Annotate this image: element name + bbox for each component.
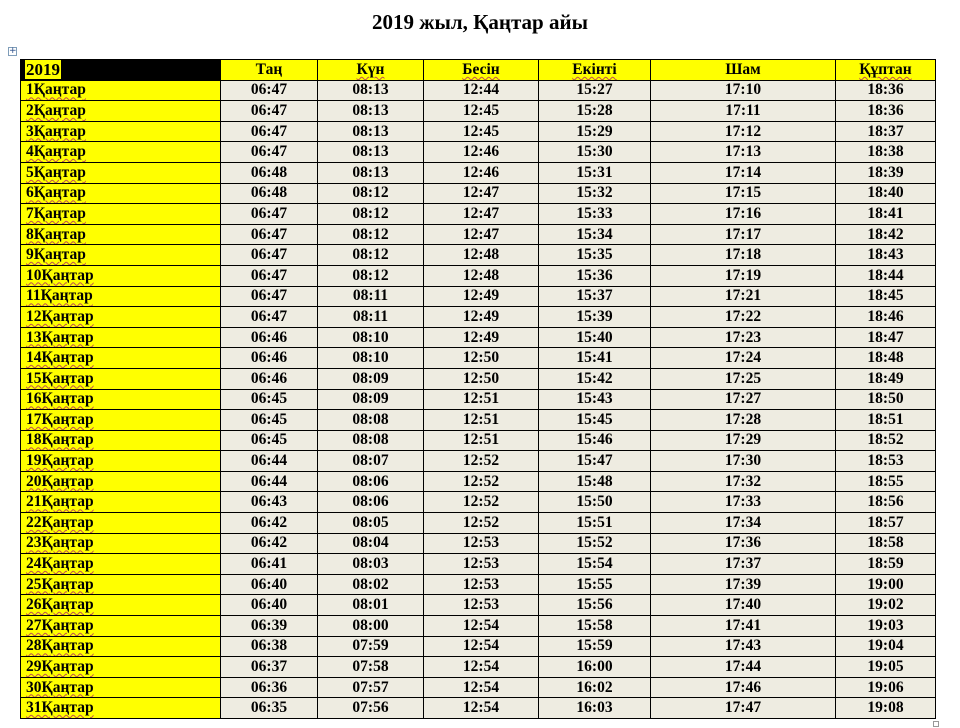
day-label-cell xyxy=(21,327,221,348)
time-cell: 15:51 xyxy=(539,513,651,534)
time-cell: 12:51 xyxy=(424,389,539,410)
day-label-cell xyxy=(21,245,221,266)
time-cell: 06:41 xyxy=(221,554,318,575)
day-label-cell xyxy=(21,533,221,554)
time-cell: 07:57 xyxy=(318,677,424,698)
table-row xyxy=(21,101,936,122)
day-label-cell xyxy=(21,183,221,204)
time-cell: 08:13 xyxy=(318,142,424,163)
time-cell: 12:54 xyxy=(424,657,539,678)
day-label: 25Қаңтар xyxy=(26,575,94,593)
time-cell: 12:54 xyxy=(424,636,539,657)
column-header-besin-label: Бесін xyxy=(462,60,500,78)
time-cell: 18:36 xyxy=(836,80,936,101)
time-cell: 06:45 xyxy=(221,410,318,431)
time-cell: 18:42 xyxy=(836,224,936,245)
time-cell: 07:58 xyxy=(318,657,424,678)
time-cell: 12:50 xyxy=(424,348,539,369)
time-cell: 17:44 xyxy=(651,657,836,678)
time-cell: 19:02 xyxy=(836,595,936,616)
day-label: 10Қаңтар xyxy=(26,266,94,284)
time-cell: 12:44 xyxy=(424,80,539,101)
time-cell: 18:37 xyxy=(836,121,936,142)
day-label: 3Қаңтар xyxy=(26,122,86,140)
table-row xyxy=(21,430,936,451)
day-label: 7Қаңтар xyxy=(26,204,86,222)
time-cell: 15:56 xyxy=(539,595,651,616)
time-cell: 12:48 xyxy=(424,265,539,286)
time-cell: 15:30 xyxy=(539,142,651,163)
time-cell: 06:47 xyxy=(221,101,318,122)
day-label: 23Қаңтар xyxy=(26,534,94,552)
time-cell: 18:36 xyxy=(836,101,936,122)
table-row xyxy=(21,595,936,616)
time-cell: 17:36 xyxy=(651,533,836,554)
time-cell: 17:17 xyxy=(651,224,836,245)
time-cell: 18:55 xyxy=(836,471,936,492)
time-cell: 08:07 xyxy=(318,451,424,472)
time-cell: 18:39 xyxy=(836,162,936,183)
time-cell: 16:00 xyxy=(539,657,651,678)
time-cell: 08:06 xyxy=(318,492,424,513)
day-label: 16Қаңтар xyxy=(26,390,94,408)
time-cell: 08:09 xyxy=(318,368,424,389)
time-cell: 08:00 xyxy=(318,616,424,637)
prayer-times-table xyxy=(20,59,936,719)
column-header-kuptan xyxy=(836,60,936,81)
time-cell: 17:11 xyxy=(651,101,836,122)
table-row xyxy=(21,533,936,554)
time-cell: 17:37 xyxy=(651,554,836,575)
time-cell: 08:08 xyxy=(318,430,424,451)
day-label-cell xyxy=(21,574,221,595)
time-cell: 17:32 xyxy=(651,471,836,492)
day-label-cell xyxy=(21,698,221,719)
time-cell: 15:43 xyxy=(539,389,651,410)
time-cell: 18:44 xyxy=(836,265,936,286)
table-row xyxy=(21,698,936,719)
time-cell: 15:34 xyxy=(539,224,651,245)
column-header-kun-label: Күн xyxy=(356,60,385,78)
time-cell: 06:48 xyxy=(221,162,318,183)
time-cell: 12:45 xyxy=(424,101,539,122)
time-cell: 18:56 xyxy=(836,492,936,513)
table-row xyxy=(21,574,936,595)
time-cell: 08:11 xyxy=(318,286,424,307)
time-cell: 06:47 xyxy=(221,286,318,307)
time-cell: 08:13 xyxy=(318,121,424,142)
time-cell: 17:24 xyxy=(651,348,836,369)
time-cell: 08:12 xyxy=(318,183,424,204)
time-cell: 18:58 xyxy=(836,533,936,554)
time-cell: 06:38 xyxy=(221,636,318,657)
day-label: 8Қаңтар xyxy=(26,225,86,243)
time-cell: 08:13 xyxy=(318,80,424,101)
time-cell: 17:12 xyxy=(651,121,836,142)
time-cell: 12:49 xyxy=(424,327,539,348)
table-row xyxy=(21,286,936,307)
day-label-cell xyxy=(21,224,221,245)
time-cell: 06:47 xyxy=(221,204,318,225)
time-cell: 17:46 xyxy=(651,677,836,698)
time-cell: 12:51 xyxy=(424,430,539,451)
time-cell: 15:40 xyxy=(539,327,651,348)
day-label-cell xyxy=(21,121,221,142)
day-label-cell xyxy=(21,513,221,534)
day-label: 19Қаңтар xyxy=(26,452,94,470)
time-cell: 06:40 xyxy=(221,595,318,616)
page-title: 2019 жыл, Қаңтар айы xyxy=(372,10,588,34)
time-cell: 12:53 xyxy=(424,595,539,616)
time-cell: 17:15 xyxy=(651,183,836,204)
time-cell: 18:43 xyxy=(836,245,936,266)
time-cell: 19:08 xyxy=(836,698,936,719)
day-label: 11Қаңтар xyxy=(26,287,93,305)
time-cell: 16:03 xyxy=(539,698,651,719)
time-cell: 15:39 xyxy=(539,307,651,328)
column-header-besin xyxy=(424,60,539,81)
time-cell: 06:36 xyxy=(221,677,318,698)
day-label-cell xyxy=(21,286,221,307)
time-cell: 06:47 xyxy=(221,307,318,328)
time-cell: 18:40 xyxy=(836,183,936,204)
day-label: 12Қаңтар xyxy=(26,307,94,325)
time-cell: 18:41 xyxy=(836,204,936,225)
table-row xyxy=(21,677,936,698)
column-header-sham: Шам xyxy=(651,60,836,81)
time-cell: 06:47 xyxy=(221,265,318,286)
time-cell: 17:33 xyxy=(651,492,836,513)
table-row xyxy=(21,616,936,637)
time-cell: 06:46 xyxy=(221,368,318,389)
time-cell: 08:10 xyxy=(318,327,424,348)
day-label-cell xyxy=(21,348,221,369)
time-cell: 17:13 xyxy=(651,142,836,163)
table-row xyxy=(21,121,936,142)
time-cell: 12:54 xyxy=(424,616,539,637)
time-cell: 18:48 xyxy=(836,348,936,369)
time-cell: 07:56 xyxy=(318,698,424,719)
time-cell: 08:12 xyxy=(318,265,424,286)
day-label-cell xyxy=(21,368,221,389)
time-cell: 15:32 xyxy=(539,183,651,204)
time-cell: 17:39 xyxy=(651,574,836,595)
time-cell: 06:35 xyxy=(221,698,318,719)
time-cell: 18:53 xyxy=(836,451,936,472)
time-cell: 19:06 xyxy=(836,677,936,698)
day-label-cell xyxy=(21,204,221,225)
time-cell: 15:31 xyxy=(539,162,651,183)
time-cell: 17:47 xyxy=(651,698,836,719)
time-cell: 06:47 xyxy=(221,80,318,101)
day-label: 29Қаңтар xyxy=(26,658,94,676)
time-cell: 06:39 xyxy=(221,616,318,637)
time-cell: 12:52 xyxy=(424,451,539,472)
time-cell: 19:04 xyxy=(836,636,936,657)
table-row xyxy=(21,80,936,101)
time-cell: 15:37 xyxy=(539,286,651,307)
day-label: 28Қаңтар xyxy=(26,637,94,655)
time-cell: 07:59 xyxy=(318,636,424,657)
time-cell: 12:47 xyxy=(424,183,539,204)
table-row xyxy=(21,636,936,657)
table-row xyxy=(21,554,936,575)
time-cell: 08:12 xyxy=(318,204,424,225)
time-cell: 15:52 xyxy=(539,533,651,554)
day-label: 15Қаңтар xyxy=(26,369,94,387)
time-cell: 12:49 xyxy=(424,307,539,328)
time-cell: 19:03 xyxy=(836,616,936,637)
time-cell: 08:01 xyxy=(318,595,424,616)
time-cell: 06:46 xyxy=(221,327,318,348)
day-label: 30Қаңтар xyxy=(26,678,94,696)
time-cell: 18:52 xyxy=(836,430,936,451)
day-label: 5Қаңтар xyxy=(26,163,86,181)
time-cell: 12:52 xyxy=(424,471,539,492)
time-cell: 08:13 xyxy=(318,101,424,122)
table-row xyxy=(21,142,936,163)
time-cell: 06:44 xyxy=(221,471,318,492)
day-label-cell xyxy=(21,451,221,472)
time-cell: 12:54 xyxy=(424,698,539,719)
time-cell: 17:22 xyxy=(651,307,836,328)
time-cell: 15:54 xyxy=(539,554,651,575)
day-label-cell xyxy=(21,80,221,101)
day-label: 26Қаңтар xyxy=(26,596,94,614)
time-cell: 18:57 xyxy=(836,513,936,534)
time-cell: 06:47 xyxy=(221,245,318,266)
table-row xyxy=(21,224,936,245)
day-label-cell xyxy=(21,636,221,657)
time-cell: 12:51 xyxy=(424,410,539,431)
day-label: 4Қаңтар xyxy=(26,143,86,161)
day-label-cell xyxy=(21,471,221,492)
time-cell: 15:58 xyxy=(539,616,651,637)
table-row xyxy=(21,265,936,286)
time-cell: 18:59 xyxy=(836,554,936,575)
table-resize-handle[interactable] xyxy=(933,721,939,727)
day-label-cell xyxy=(21,307,221,328)
time-cell: 15:50 xyxy=(539,492,651,513)
time-cell: 08:06 xyxy=(318,471,424,492)
time-cell: 06:48 xyxy=(221,183,318,204)
time-cell: 08:11 xyxy=(318,307,424,328)
time-cell: 12:47 xyxy=(424,224,539,245)
table-header-row xyxy=(21,60,936,81)
time-cell: 17:28 xyxy=(651,410,836,431)
time-cell: 06:40 xyxy=(221,574,318,595)
table-row xyxy=(21,389,936,410)
time-cell: 15:47 xyxy=(539,451,651,472)
day-label: 21Қаңтар xyxy=(26,493,94,511)
time-cell: 06:47 xyxy=(221,121,318,142)
time-cell: 17:27 xyxy=(651,389,836,410)
column-header-ekinti xyxy=(539,60,651,81)
time-cell: 19:00 xyxy=(836,574,936,595)
day-label: 9Қаңтар xyxy=(26,246,86,264)
day-label: 1Қаңтар xyxy=(26,81,86,99)
day-label-cell xyxy=(21,657,221,678)
time-cell: 08:05 xyxy=(318,513,424,534)
day-label-cell xyxy=(21,595,221,616)
time-cell: 12:50 xyxy=(424,368,539,389)
time-cell: 15:59 xyxy=(539,636,651,657)
day-label-cell xyxy=(21,616,221,637)
day-label-cell xyxy=(21,101,221,122)
column-header-tan: Таң xyxy=(221,60,318,81)
time-cell: 15:33 xyxy=(539,204,651,225)
table-row xyxy=(21,204,936,225)
time-cell: 06:42 xyxy=(221,513,318,534)
time-cell: 06:37 xyxy=(221,657,318,678)
day-label-cell xyxy=(21,389,221,410)
time-cell: 08:12 xyxy=(318,224,424,245)
time-cell: 12:54 xyxy=(424,677,539,698)
table-row xyxy=(21,327,936,348)
time-cell: 12:52 xyxy=(424,513,539,534)
day-label: 2Қаңтар xyxy=(26,101,86,119)
time-cell: 17:16 xyxy=(651,204,836,225)
day-label: 18Қаңтар xyxy=(26,431,94,449)
time-cell: 17:29 xyxy=(651,430,836,451)
time-cell: 15:45 xyxy=(539,410,651,431)
time-cell: 17:10 xyxy=(651,80,836,101)
time-cell: 17:34 xyxy=(651,513,836,534)
day-label-cell xyxy=(21,265,221,286)
time-cell: 17:14 xyxy=(651,162,836,183)
time-cell: 12:49 xyxy=(424,286,539,307)
table-row xyxy=(21,410,936,431)
time-cell: 08:02 xyxy=(318,574,424,595)
day-label-cell xyxy=(21,162,221,183)
day-label-cell xyxy=(21,410,221,431)
time-cell: 06:45 xyxy=(221,389,318,410)
time-cell: 15:42 xyxy=(539,368,651,389)
time-cell: 15:27 xyxy=(539,80,651,101)
time-cell: 06:43 xyxy=(221,492,318,513)
time-cell: 15:28 xyxy=(539,101,651,122)
time-cell: 15:35 xyxy=(539,245,651,266)
time-cell: 18:38 xyxy=(836,142,936,163)
day-label: 20Қаңтар xyxy=(26,472,94,490)
time-cell: 16:02 xyxy=(539,677,651,698)
time-cell: 12:46 xyxy=(424,162,539,183)
day-label-cell xyxy=(21,492,221,513)
time-cell: 08:03 xyxy=(318,554,424,575)
column-header-ekinti-label: Екінті xyxy=(572,60,617,78)
day-label-cell xyxy=(21,677,221,698)
day-label: 17Қаңтар xyxy=(26,410,94,428)
time-cell: 06:47 xyxy=(221,224,318,245)
day-label: 22Қаңтар xyxy=(26,513,94,531)
time-cell: 18:50 xyxy=(836,389,936,410)
time-cell: 06:44 xyxy=(221,451,318,472)
time-cell: 06:45 xyxy=(221,430,318,451)
time-cell: 17:30 xyxy=(651,451,836,472)
time-cell: 12:53 xyxy=(424,533,539,554)
time-cell: 17:40 xyxy=(651,595,836,616)
day-label: 27Қаңтар xyxy=(26,616,94,634)
time-cell: 08:10 xyxy=(318,348,424,369)
time-cell: 08:09 xyxy=(318,389,424,410)
year-label: 2019 xyxy=(26,59,60,79)
time-cell: 08:13 xyxy=(318,162,424,183)
time-cell: 12:48 xyxy=(424,245,539,266)
day-label-cell xyxy=(21,554,221,575)
day-label: 13Қаңтар xyxy=(26,328,94,346)
day-label: 6Қаңтар xyxy=(26,184,86,202)
time-cell: 08:08 xyxy=(318,410,424,431)
time-cell: 12:45 xyxy=(424,121,539,142)
time-cell: 18:51 xyxy=(836,410,936,431)
table-row xyxy=(21,245,936,266)
year-header-cell xyxy=(21,60,221,81)
time-cell: 19:05 xyxy=(836,657,936,678)
time-cell: 18:45 xyxy=(836,286,936,307)
day-label: 24Қаңтар xyxy=(26,555,94,573)
table-row xyxy=(21,183,936,204)
table-row xyxy=(21,451,936,472)
time-cell: 12:53 xyxy=(424,554,539,575)
time-cell: 12:53 xyxy=(424,574,539,595)
time-cell: 18:47 xyxy=(836,327,936,348)
time-cell: 17:19 xyxy=(651,265,836,286)
time-cell: 06:46 xyxy=(221,348,318,369)
column-header-kun xyxy=(318,60,424,81)
table-row xyxy=(21,492,936,513)
table-row xyxy=(21,368,936,389)
table-row xyxy=(21,513,936,534)
day-label-cell xyxy=(21,142,221,163)
time-cell: 12:47 xyxy=(424,204,539,225)
time-cell: 17:25 xyxy=(651,368,836,389)
time-cell: 17:21 xyxy=(651,286,836,307)
time-cell: 06:42 xyxy=(221,533,318,554)
time-cell: 18:46 xyxy=(836,307,936,328)
time-cell: 17:23 xyxy=(651,327,836,348)
time-cell: 17:43 xyxy=(651,636,836,657)
table-row xyxy=(21,471,936,492)
time-cell: 08:12 xyxy=(318,245,424,266)
time-cell: 15:46 xyxy=(539,430,651,451)
day-label-cell xyxy=(21,430,221,451)
column-header-kuptan-label: Құптан xyxy=(859,60,912,78)
table-row xyxy=(21,307,936,328)
time-cell: 12:52 xyxy=(424,492,539,513)
table-move-handle-icon[interactable]: + xyxy=(9,46,17,56)
time-cell: 15:55 xyxy=(539,574,651,595)
table-row xyxy=(21,657,936,678)
time-cell: 06:47 xyxy=(221,142,318,163)
time-cell: 15:29 xyxy=(539,121,651,142)
time-cell: 15:36 xyxy=(539,265,651,286)
day-label: 14Қаңтар xyxy=(26,349,94,367)
table-row xyxy=(21,162,936,183)
time-cell: 18:49 xyxy=(836,368,936,389)
time-cell: 17:18 xyxy=(651,245,836,266)
time-cell: 15:48 xyxy=(539,471,651,492)
time-cell: 15:41 xyxy=(539,348,651,369)
time-cell: 17:41 xyxy=(651,616,836,637)
time-cell: 12:46 xyxy=(424,142,539,163)
day-label: 31Қаңтар xyxy=(26,699,94,717)
table-row xyxy=(21,348,936,369)
time-cell: 08:04 xyxy=(318,533,424,554)
